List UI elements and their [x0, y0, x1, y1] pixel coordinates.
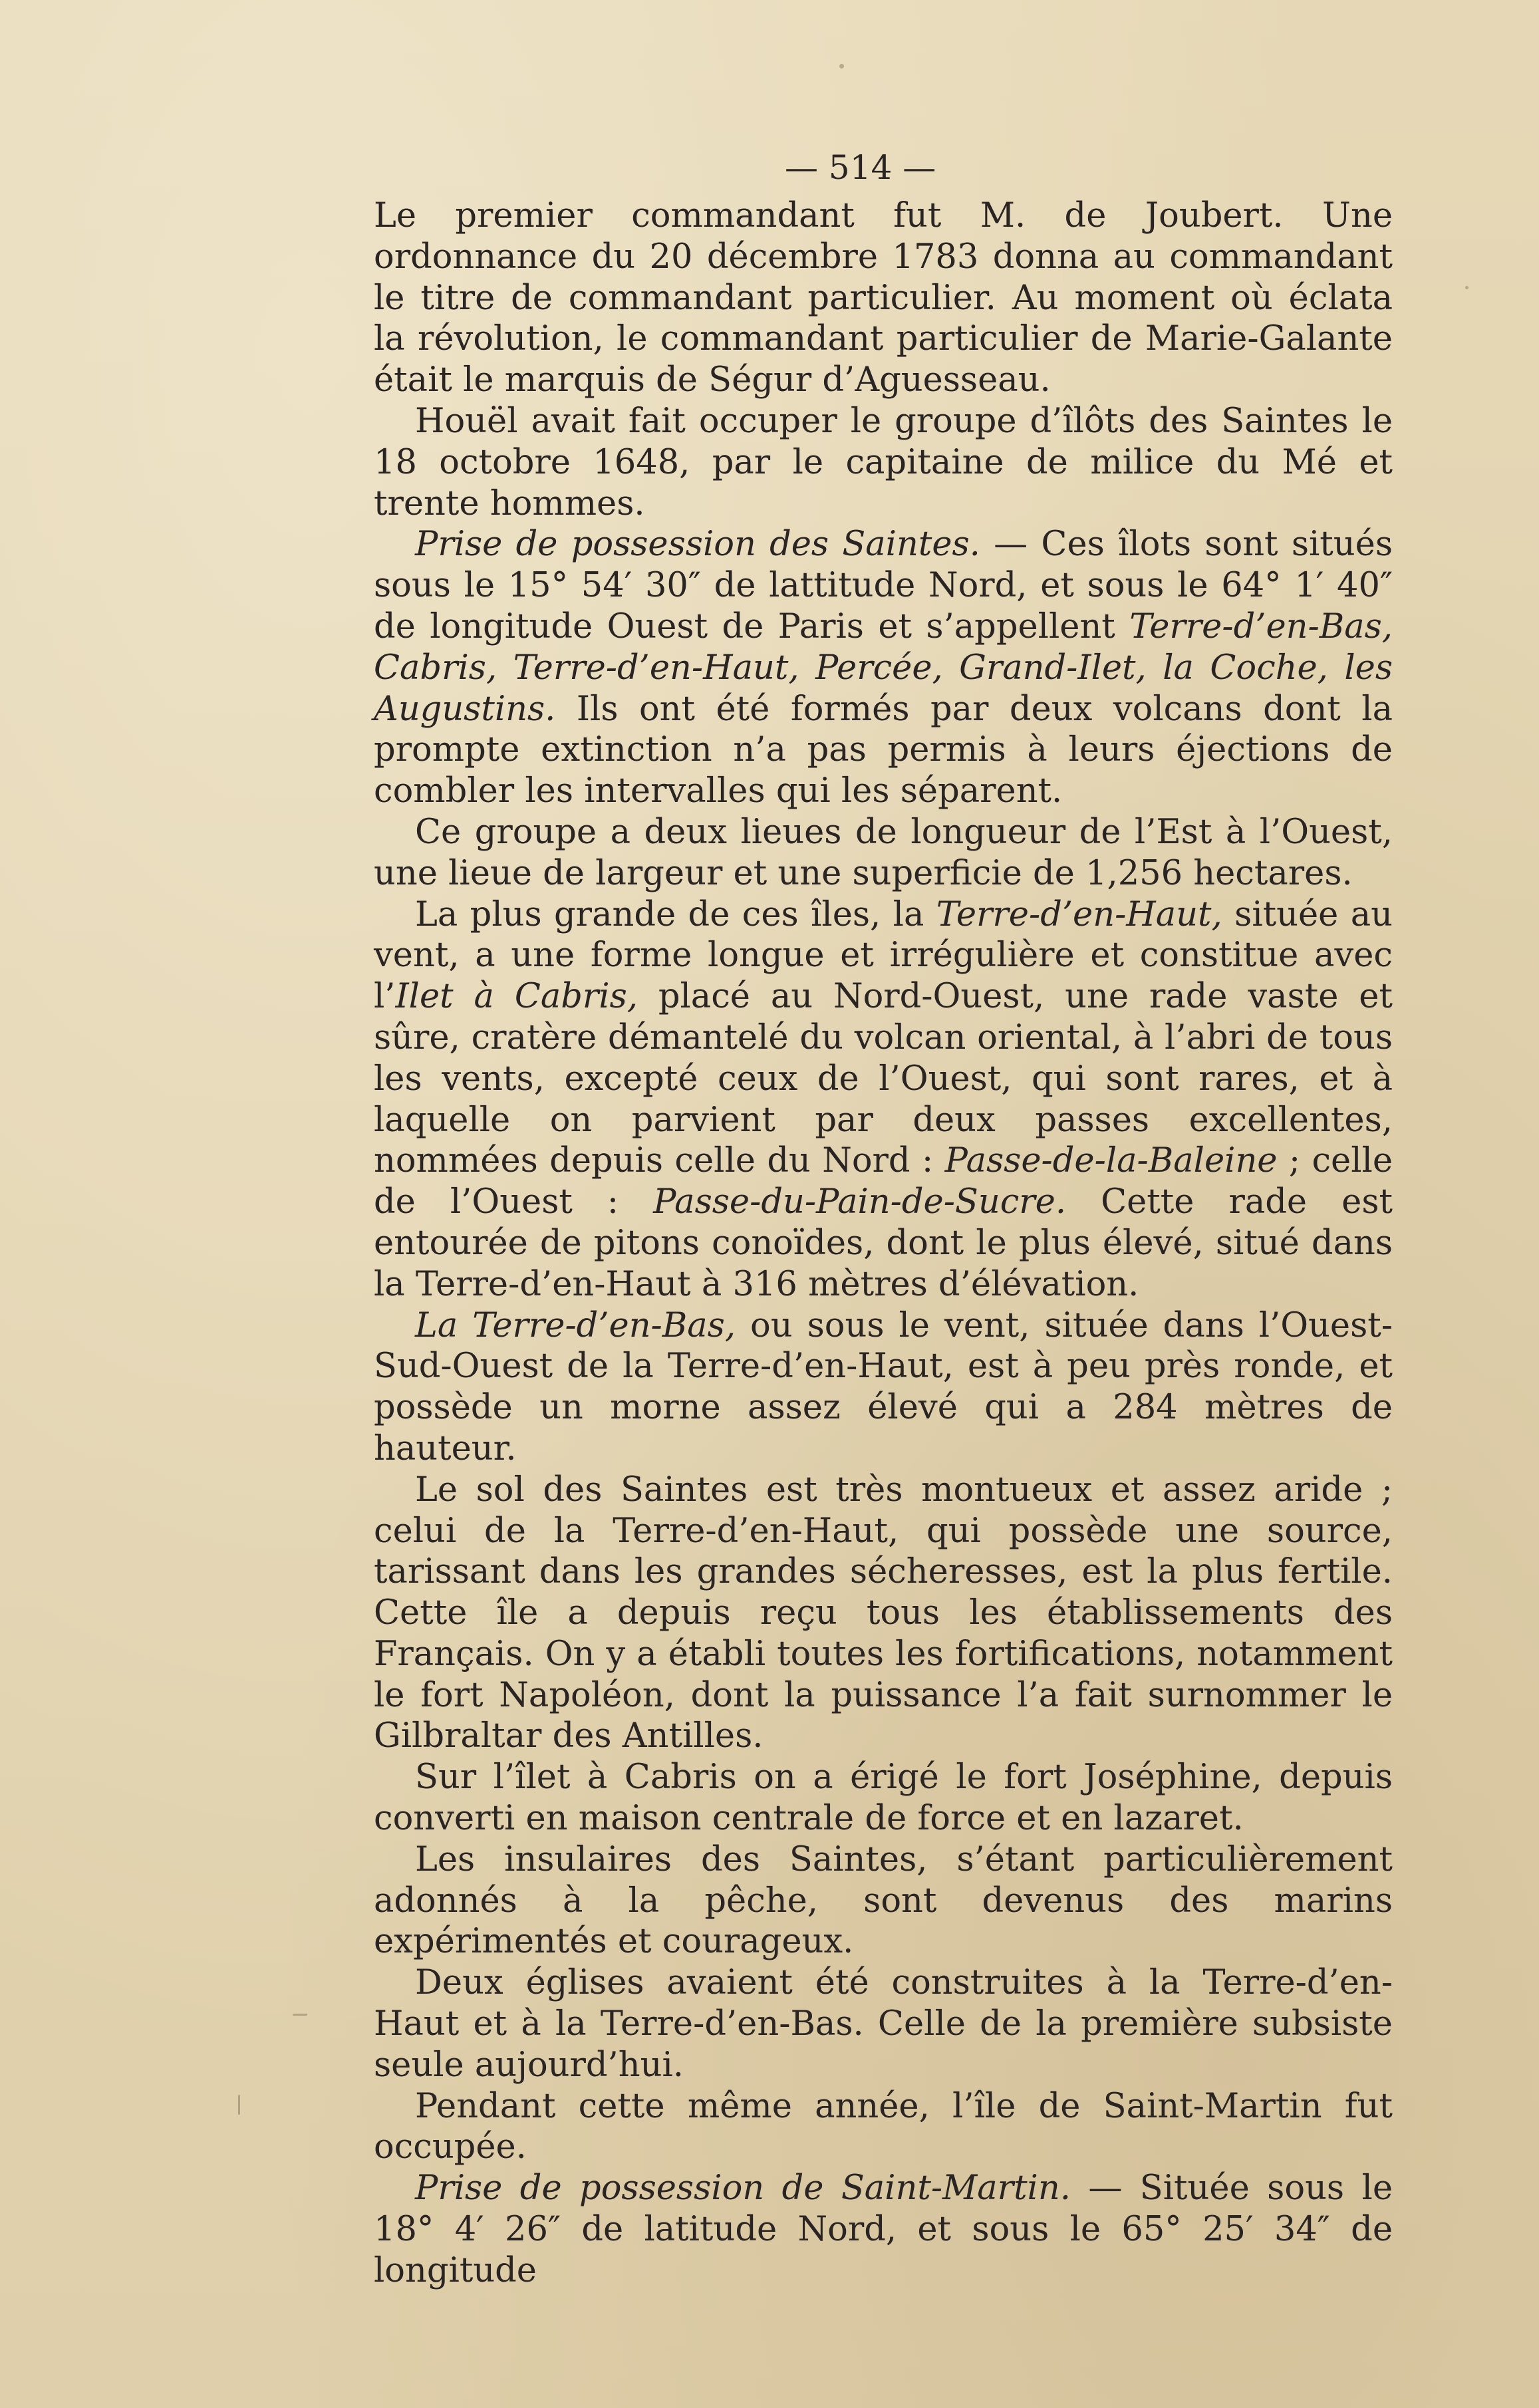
- paragraph-2: [374, 401, 1393, 524]
- paragraph-11: [374, 2086, 1393, 2169]
- paragraph-5: [374, 894, 1393, 1305]
- text-run: Pendant cette même année, l’île de Saint-Martin fut occupée.: [374, 2086, 1393, 2167]
- text-run: Houël avait fait occuper le groupe d’îlôts des Saintes le 18 octobre 1648, par le capitaine de milice du Mé et trente hommes.: [374, 401, 1393, 523]
- text-run: Ce groupe a deux lieues de longueur de l’Est à l’Ouest, une lieue de largeur et une superficie de 1,256 hectares.: [374, 812, 1393, 893]
- text-run: située au vent, a une forme longue et irrégulière et constitue avec l’: [374, 894, 1393, 1017]
- paper-speck: [839, 64, 844, 68]
- paragraph-12: [374, 2168, 1393, 2291]
- paper-speck: [293, 2014, 307, 2016]
- text-run: placé au Nord-Ouest, une rade vaste et sûre, cratère démantelé du volcan oriental, à l’abri de tous les vents, excepté ceux de l’Ouest, qui sont rares, et à laquelle on parvient par deux passes excellentes, nommées depuis celle du Nord :: [374, 977, 1393, 1181]
- italic-text-run: Terre-d’en-Haut,: [936, 894, 1222, 934]
- text-run: Deux églises avaient été construites à la Terre-d’en-Haut et à la Terre-d’en-Bas. Celle de la première subsiste seule aujourd’hui.: [374, 1963, 1393, 2085]
- paragraph-10: [374, 1962, 1393, 2085]
- paragraph-3: [374, 524, 1393, 812]
- text-run: Les insulaires des Saintes, s’étant particulièrement adonnés à la pêche, sont devenus des marins expérimentés et courageux.: [374, 1839, 1393, 1962]
- paragraph-7: [374, 1470, 1393, 1758]
- italic-text-run: La Terre-d’en-Bas,: [415, 1305, 736, 1345]
- body-text: [374, 196, 1393, 2292]
- italic-text-run: Terre-d’en-Bas, Cabris, Terre-d’en-Haut, Percée, Grand-Ilet, la Coche, les Augustins.: [374, 606, 1393, 729]
- text-run: ou sous le vent, située dans l’Ouest-Sud-Ouest de la Terre-d’en-Haut, est à peu près ronde, et possède un morne assez élevé qui a 284 mètres de hauteur.: [374, 1305, 1393, 1468]
- paragraph-9: [374, 1839, 1393, 1962]
- paragraph-1: [374, 196, 1393, 401]
- text-run: La plus grande de ces îles, la: [415, 894, 936, 934]
- text-run: Sur l’îlet à Cabris on a érigé le fort Joséphine, depuis converti en maison centrale de force et en lazaret.: [374, 1758, 1393, 1839]
- paper-speck: [238, 2095, 240, 2115]
- paper-speck: [1465, 286, 1469, 289]
- paragraph-8: [374, 1757, 1393, 1839]
- italic-text-run: Ilet à Cabris,: [395, 977, 638, 1017]
- paragraph-6: [374, 1305, 1393, 1470]
- italic-text-run: Passe-du-Pain-de-Sucre.: [653, 1182, 1067, 1222]
- text-run: Ils ont été formés par deux volcans dont la prompte extinction n’a pas permis à leurs éjections de combler les intervalles qui les séparent.: [374, 689, 1393, 811]
- text-run: — Située sous le 18° 4′ 26″ de latitude Nord, et sous le 65° 25′ 34″ de longitude: [374, 2169, 1393, 2290]
- page-number: — 514 —: [785, 148, 936, 187]
- text-run: Le premier commandant fut M. de Joubert. Une ordonnance du 20 décembre 1783 donna au commandant le titre de commandant particulier. Au moment où éclata la révolution, le commandant particulier de Marie-Galante était le marquis de Ségur d’Aguesseau.: [374, 196, 1393, 400]
- paragraph-4: [374, 812, 1393, 894]
- italic-text-run: Passe-de-la-Baleine: [944, 1141, 1278, 1181]
- text-run: ; celle de l’Ouest :: [374, 1141, 1393, 1222]
- text-run: Le sol des Saintes est très montueux et assez aride ; celui de la Terre-d’en-Haut, qui possède une source, tarissant dans les grandes sécheresses, est la plus fertile. Cette île a depuis reçu tous les établissements des Français. On y a établi toutes les fortifications, notamment le fort Napoléon, dont la puissance l’a fait surnommer le Gilbraltar des Antilles.: [374, 1470, 1393, 1756]
- italic-text-run: Prise de possession des Saintes.: [415, 525, 980, 565]
- italic-text-run: Prise de possession de Saint-Martin.: [415, 2169, 1071, 2208]
- text-run: — Ces îlots sont situés sous le 15° 54′ 30″ de lattitude Nord, et sous le 64° 1′ 40″ de longitude Ouest de Paris et s’appellent: [374, 525, 1393, 646]
- text-run: Cette rade est entourée de pitons conoïdes, dont le plus élevé, situé dans la Terre-d’en-Haut à 316 mètres d’élévation.: [374, 1182, 1393, 1304]
